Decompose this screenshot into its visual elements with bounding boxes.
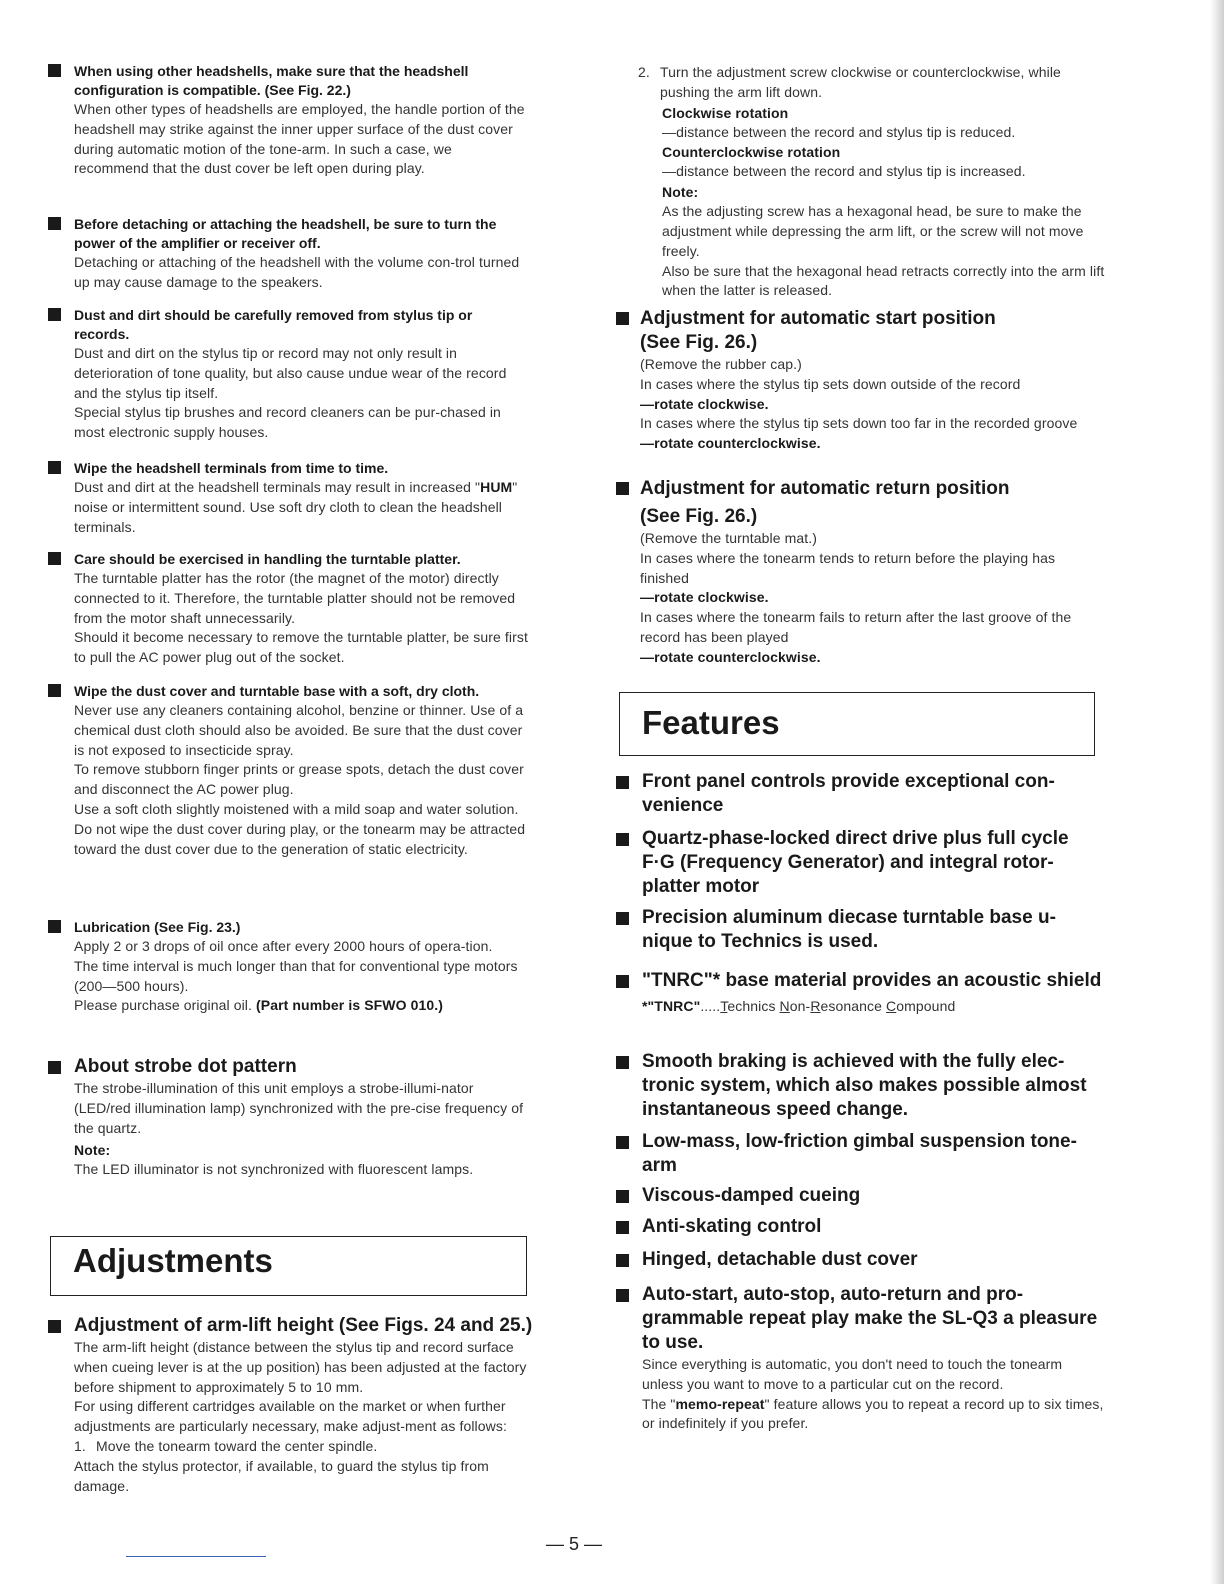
bullet-icon — [616, 1254, 629, 1267]
note-text: As the adjusting screw has a hexagonal head, be sure to make the adjustment while depressing the arm lift, or the screw will not move freely. — [662, 203, 1084, 259]
remove-text: (Remove the turntable mat.) — [640, 530, 817, 546]
case-1-action: —rotate clockwise. — [640, 395, 769, 412]
section-headshell-terminals — [48, 459, 528, 537]
bullet-icon — [48, 552, 61, 565]
memo-repeat-label: memo-repeat — [675, 1395, 765, 1412]
bullet-icon — [616, 833, 629, 846]
case-1: In cases where the tonearm tends to return before the playing has finished — [640, 549, 1056, 586]
section-text: The turntable platter has the rotor (the magnet of the motor) directly connected to it. Therefore, the turntable platter should not be removed from the motor shaft unnecessarily. — [74, 570, 516, 626]
section-heading: Wipe the headshell terminals from time to time. — [74, 460, 389, 476]
section-text: Apply 2 or 3 drops of oil once after every 2000 hours of opera-tion. — [74, 938, 493, 954]
bullet-icon — [48, 684, 61, 697]
section-text-2: For using different cartridges available on the market or when further adjustments are particularly necessary, make adjust-ment as follows: — [74, 1398, 507, 1435]
section-text-2: To remove stubborn finger prints or grease spots, detach the dust cover and disconnect the AC power plug. — [74, 761, 524, 798]
section-heading: Wipe the dust cover and turntable base with a soft, dry cloth. — [74, 683, 480, 699]
step-2-block — [616, 63, 1106, 301]
case-2: In cases where the stylus tip sets down too far in the recorded groove — [640, 415, 1078, 432]
note-text-2: Also be sure that the hexagonal head retracts correctly into the arm lift when the latter is released. — [662, 262, 1105, 299]
page-number: — 5 — — [546, 1534, 603, 1554]
section-headshell-compat — [48, 62, 528, 179]
section-strobe — [48, 1055, 528, 1180]
section-heading: Before detaching or attaching the headshell, be sure to turn the power of the amplifier or receiver off. — [74, 216, 497, 251]
section-dust-dirt — [48, 306, 528, 443]
case-2-action: —rotate counterclockwise. — [640, 648, 821, 665]
section-heading: Care should be exercised in handling the turntable platter. — [74, 551, 461, 567]
bullet-icon — [616, 975, 629, 988]
bullet-icon — [48, 217, 61, 230]
page-edge-shadow — [1210, 0, 1224, 1584]
section-heading: When using other headshells, make sure that the headshell configuration is compatible. (See Fig. 22.) — [74, 63, 469, 98]
section-dust-cover — [48, 682, 528, 859]
section-text: Never use any cleaners containing alcohol, benzine or thinner. Use of a chemical dust cloth should also be avoided. Be sure that the dust cover is not exposed to insecticide spray. — [74, 702, 524, 758]
section-heading-2: (See Fig. 26.) — [640, 332, 758, 353]
tnrc-footnote: *"TNRC".....Technics Non-Resonance Compound — [642, 998, 956, 1014]
adjustments-title: Adjustments — [50, 1236, 527, 1296]
bullet-icon — [616, 1056, 629, 1069]
note-label: Note: — [74, 1142, 111, 1159]
feature-item — [616, 969, 1106, 1017]
bullet-icon — [616, 1289, 629, 1302]
bullet-icon — [616, 1221, 629, 1234]
feature-text: "TNRC"* base material provides an acoustic shield — [642, 970, 1102, 991]
section-heading-2: (See Fig. 26.) — [640, 506, 758, 527]
section-text: Dust and dirt at the headshell terminals may result in increased "HUM" noise or intermittent sound. Use soft dry cloth to clean the headshell terminals. — [74, 479, 518, 535]
section-return-position — [616, 477, 1106, 668]
section-text: Dust and dirt on the stylus tip or record may not only result in deterioration of tone quality, but also cause undue wear of the record and the stylus tip itself. — [74, 345, 507, 401]
clockwise-text: —distance between the record and stylus tip is reduced. — [662, 123, 1016, 140]
section-text: The strobe-illumination of this unit employs a strobe-illumi-nator (LED/red illumination lamp) synchronized with the pre-cise frequency of the quartz. — [74, 1080, 524, 1136]
bullet-icon — [48, 1320, 61, 1333]
section-start-position — [616, 307, 1106, 454]
section-text-4: Do not wipe the dust cover during play, or the tonearm may be attracted toward the dust cover due to the generation of static electricity. — [74, 820, 526, 857]
section-heading: Lubrication (See Fig. 23.) — [74, 919, 241, 935]
case-2-action: —rotate counterclockwise. — [640, 435, 821, 452]
bullet-icon — [48, 308, 61, 321]
memo-text: The "memo-repeat" feature allows you to repeat a record up to six times, or indefinitely if you prefer. — [642, 1395, 1104, 1432]
section-arm-lift — [48, 1314, 544, 1496]
feature-item — [616, 1283, 1106, 1434]
feature-item — [616, 827, 1106, 899]
feature-item — [616, 770, 1106, 818]
feature-text: Smooth braking is achieved with the fully elec-tronic system, which also makes possible almost instantaneous speed change. — [642, 1051, 1087, 1120]
clockwise-label: Clockwise rotation — [662, 104, 789, 121]
bullet-icon — [616, 1190, 629, 1203]
auto-text: Since everything is automatic, you don't need to touch the tonearm unless you want to move to a particular cut on the record. — [642, 1356, 1063, 1392]
feature-item — [616, 1184, 1106, 1208]
section-detach-headshell — [48, 215, 528, 293]
hum-label: HUM — [480, 479, 513, 495]
section-text-2: Special stylus tip brushes and record cleaners can be pur-chased in most electronic supply houses. — [74, 404, 501, 441]
bullet-icon — [48, 920, 61, 933]
section-text: When other types of headshells are employed, the handle portion of the headshell may strike against the inner upper surface of the dust cover during automatic motion of the tone-arm. In such a case, we recommend that the dust cover be left open during play. — [74, 101, 525, 177]
bullet-icon — [616, 1136, 629, 1149]
section-heading: Adjustment for automatic return position — [640, 478, 1010, 499]
feature-text: Front panel controls provide exceptional con-venience — [642, 771, 1055, 816]
case-1: In cases where the stylus tip sets down outside of the record — [640, 375, 1021, 392]
feature-text: Anti-skating control — [642, 1216, 822, 1237]
step-1: 1. Move the tonearm toward the center spindle. — [74, 1437, 378, 1454]
section-platter — [48, 550, 528, 668]
section-heading: Dust and dirt should be carefully removed from stylus tip or records. — [74, 307, 473, 342]
section-heading: Adjustment for automatic start position — [640, 308, 996, 329]
feature-item — [616, 1215, 1106, 1239]
feature-text: Quartz-phase-locked direct drive plus full cycle F·G (Frequency Generator) and integral rotor-platter motor — [642, 828, 1069, 897]
features-title: Features — [619, 692, 1095, 756]
feature-text: Auto-start, auto-stop, auto-return and pro-grammable repeat play make the SL-Q3 a pleasure to use. — [642, 1284, 1098, 1353]
feature-text: Low-mass, low-friction gimbal suspension tone-arm — [642, 1131, 1077, 1176]
counterclockwise-label: Counterclockwise rotation — [662, 144, 841, 161]
feature-item — [616, 1248, 1106, 1272]
bullet-icon — [616, 776, 629, 789]
part-number: (Part number is SFWO 010.) — [256, 997, 443, 1014]
bullet-icon — [616, 482, 629, 495]
bullet-icon — [48, 64, 61, 77]
note-text: The LED illuminator is not synchronized with fluorescent lamps. — [74, 1161, 474, 1178]
case-1-action: —rotate clockwise. — [640, 589, 769, 606]
section-lubrication — [48, 918, 528, 1016]
bullet-icon — [616, 912, 629, 925]
feature-item — [616, 1050, 1106, 1122]
section-text-3: Please purchase original oil. (Part number is SFWO 010.) — [74, 997, 443, 1014]
feature-item — [616, 1130, 1106, 1178]
bullet-icon — [48, 1061, 61, 1074]
section-text-2: Should it become necessary to remove the turntable platter, be sure first to pull the AC power plug out of the socket. — [74, 629, 528, 666]
section-heading: Adjustment of arm-lift height (See Figs. 24 and 25.) — [74, 1315, 533, 1336]
step-2: 2. Turn the adjustment screw clockwise or counterclockwise, while pushing the arm lift down. — [638, 64, 1061, 100]
bullet-icon — [48, 461, 61, 474]
feature-text: Precision aluminum diecase turntable base u-nique to Technics is used. — [642, 907, 1056, 952]
case-2: In cases where the tonearm fails to return after the last groove of the record has been played — [640, 609, 1072, 645]
section-text: Detaching or attaching of the headshell with the volume con-trol turned up may cause damage to the speakers. — [74, 254, 520, 290]
section-text: The arm-lift height (distance between the stylus tip and record surface when cueing lever is at the up position) has been adjusted at the factory before shipment to approximately 5 to 10 mm. — [74, 1339, 527, 1395]
note-label: Note: — [662, 184, 699, 201]
counterclockwise-text: —distance between the record and stylus tip is increased. — [662, 163, 1026, 180]
feature-item — [616, 906, 1106, 954]
step-1-text-2: Attach the stylus protector, if available, to guard the stylus tip from damage. — [74, 1457, 489, 1494]
section-heading: About strobe dot pattern — [74, 1056, 297, 1077]
feature-text: Viscous-damped cueing — [642, 1185, 861, 1206]
feature-text: Hinged, detachable dust cover — [642, 1249, 918, 1270]
remove-text: (Remove the rubber cap.) — [640, 356, 802, 372]
section-text-3: Use a soft cloth slightly moistened with a mild soap and water solution. — [74, 800, 519, 817]
bullet-icon — [616, 312, 629, 325]
footer-line — [126, 1556, 266, 1557]
section-text-2: The time interval is much longer than that for conventional type motors (200—500 hours). — [74, 957, 518, 994]
